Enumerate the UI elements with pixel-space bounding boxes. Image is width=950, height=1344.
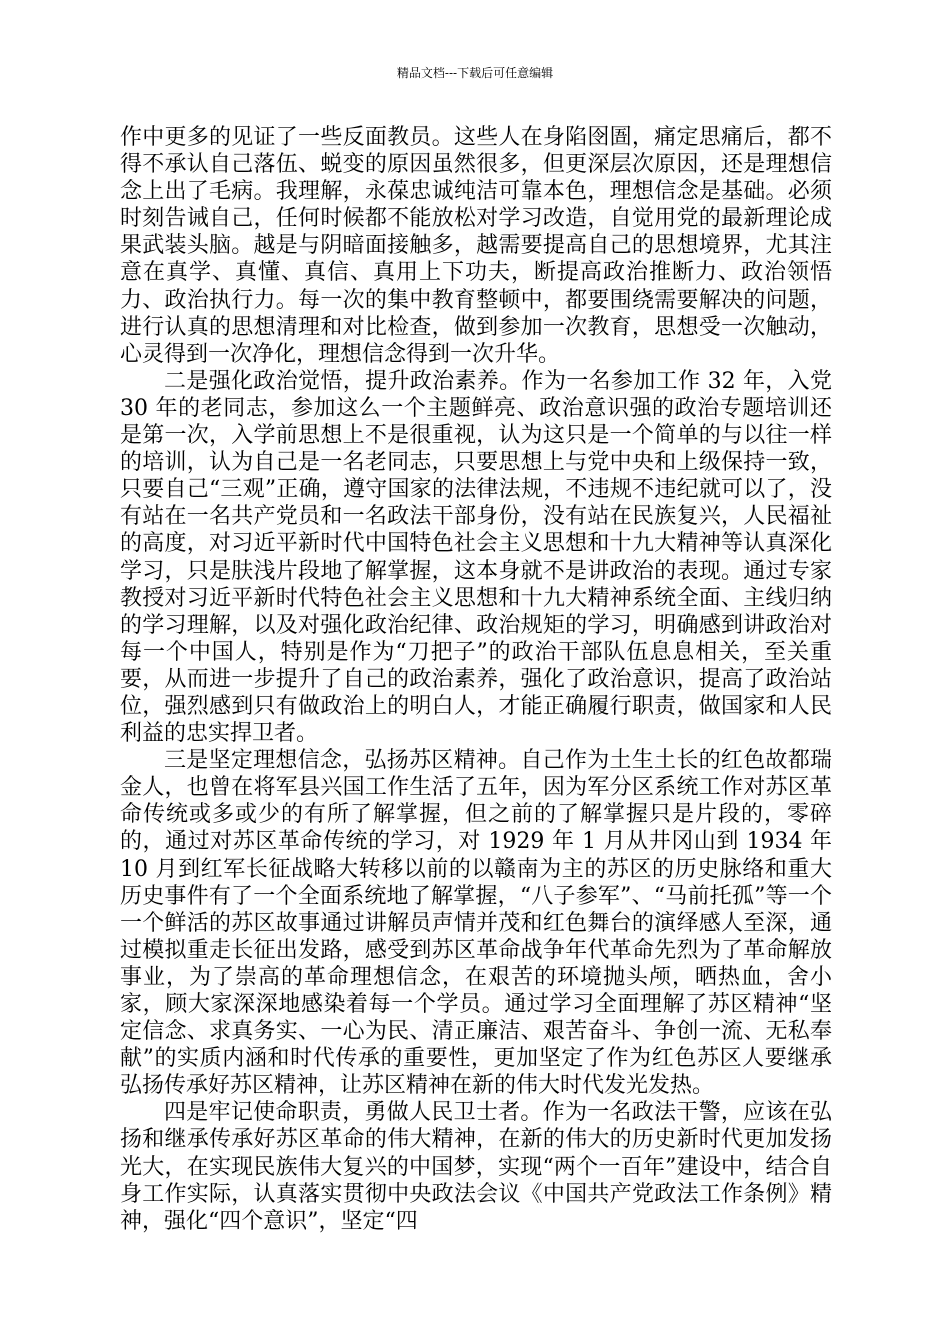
paragraph-political-awareness: 二是强化政治觉悟，提升政治素养。作为一名参加工作 32 年，入党 30 年的老同志，参加这么一个主题鲜亮、政治意识强的政治专题培训还是第一次，入学前思想上不是很重视，认为这只是一个简单的与以往一样的培训，认为自己是一名老同志，只要思想上与党中央和上级保持一致，只要自己“三观”正确，遵守国家的法律法规，不违规不违纪就可以了，没有站在一名共产党员和一名政法干部身份，没有站在民族复兴，人民福祉的高度，对习近平新时代中国特色社会主义思想和十九大精神等认真深化学习，只是肤浅片段地了解掌握，这本身就不是讲政治的表现。通过专家教授对习近平新时代特色社会主义思想和十九大精神系统全面、主线归纳的学习理解，以及对强化政治纪律、政治规矩的学习，明确感到讲政治对每一个中国人，特别是作为“刀把子”的政治干部队伍息息相关，至关重要，从而进一步提升了自己的政治素养，强化了政治意识，提高了政治站位，强烈感到只有做政治上的明白人，才能正确履行职责，做国家和人民利益的忠实捍卫者。	[120, 368, 832, 747]
document-body	[120, 124, 832, 1235]
paragraph-continuation: 作中更多的见证了一些反面教员。这些人在身陷囹圄，痛定思痛后，都不得不承认自己落伍、蜕变的原因虽然很多，但更深层次原因，还是理想信念上出了毛病。我理解，永葆忠诚纯洁可靠本色，理想信念是基础。必须时刻告诫自己，任何时候都不能放松对学习改造，自觉用党的最新理论成果武装头脑。越是与阴暗面接触多，越需要提高自己的思想境界，尤其注意在真学、真懂、真信、真用上下功夫，断提高政治推断力、政治领悟力、政治执行力。每一次的集中教育整顿中，都要围绕需要解决的问题，进行认真的思想清理和对比检查，做到参加一次教育，思想受一次触动，心灵得到一次净化，理想信念得到一次升华。	[120, 125, 832, 367]
page-header: 精品文档---下载后可任意编辑	[396, 66, 554, 80]
paragraph-mission-and-duty: 四是牢记使命职责，勇做人民卫士者。作为一名政法干警，应该在弘扬和继承传承好苏区革命的伟大精神，在新的伟大的历史新时代更加发扬光大，在实现民族伟大复兴的中国梦，实现“两个一百年”建设中，结合自身工作实际，认真落实贯彻中央政法会议《中国共产党政法工作条例》精神，强化“四个意识”，坚定“四	[120, 1100, 832, 1234]
paragraph-ideals-and-beliefs: 三是坚定理想信念，弘扬苏区精神。自己作为土生土长的红色故都瑞金人，也曾在将军县兴国工作生活了五年，因为军分区系统工作对苏区革命传统或多或少的有所了解掌握，但之前的了解掌握只是片段的，零碎的，通过对苏区革命传统的学习，对 1929 年 1 月从井冈山到 1934 年 10 月到红军长征战略大转移以前的以赣南为主的苏区的历史脉络和重大历史事件有了一个全面系统地了解掌握，“八子参军”、“马前托孤”等一个一个鲜活的苏区故事通过讲解员声情并茂和红色舞台的演绎感人至深，通过模拟重走长征出发路，感受到苏区革命战争年代革命先烈为了革命解放事业，为了崇高的革命理想信念，在艰苦的环境抛头颅，晒热血，舍小家，顾大家深深地感染着每一个学员。通过学习全面理解了苏区精神“坚定信念、求真务实、一心为民、清正廉洁、艰苦奋斗、争创一流、无私奉献”的实质内涵和时代传承的重要性，更加坚定了作为红色苏区人要继承弘扬传承好苏区精神，让苏区精神在新的伟大时代发光发热。	[120, 748, 832, 1099]
